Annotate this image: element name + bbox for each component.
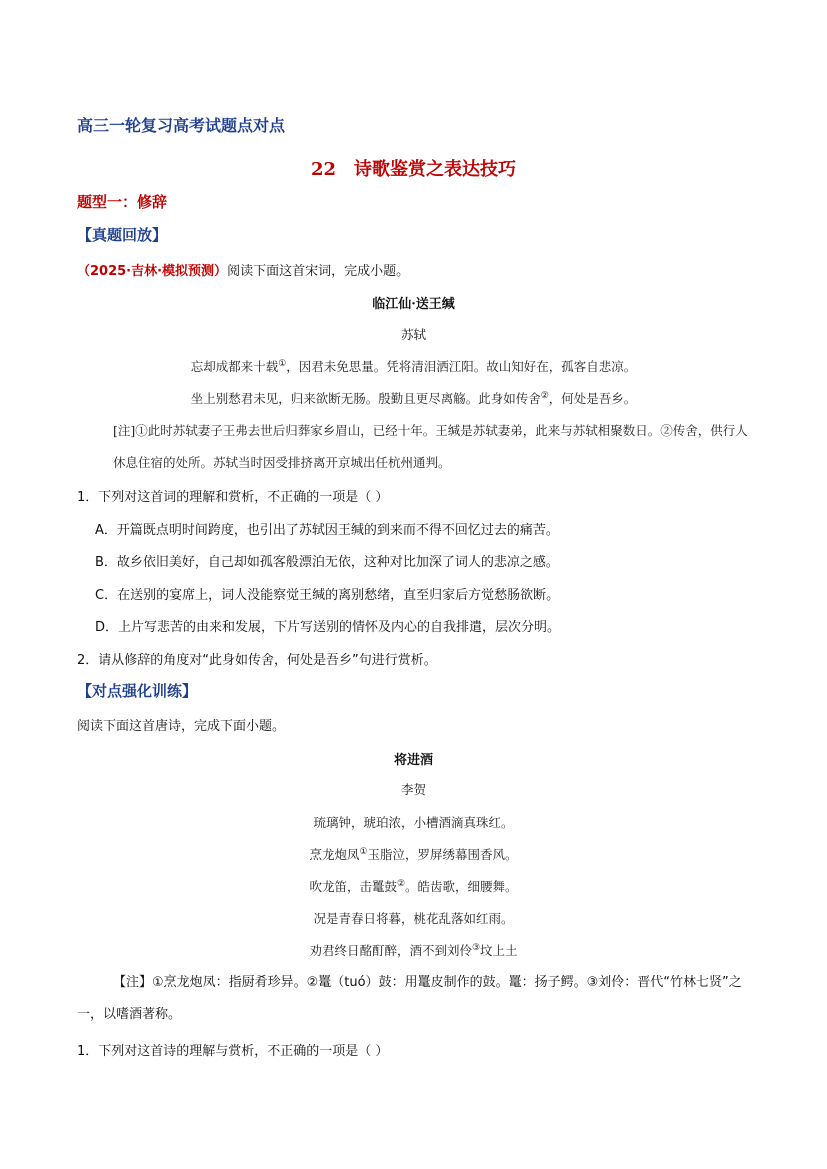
option-c: C．在送别的宴席上，词人没能察觉王缄的离别愁绪，直至归家后方觉愁肠欲断。: [95, 588, 560, 603]
exam-source: （2025·吉林·模拟预测）: [77, 264, 228, 279]
poem-annotation: [注]①此时苏轼妻子王弗去世后归葬家乡眉山，已经十年。王缄是苏轼妻弟，此来与苏轼相聚数日。②传舍，供行人休息住宿的处所。苏轼当时因受排挤离开京城出任杭州通判。: [113, 423, 748, 470]
footnote-marker: ①: [359, 846, 368, 857]
real-exam-section-label: 【真题回放】: [77, 226, 168, 244]
poem-line: 吹龙笛，击鼍鼓②。皓齿歌，细腰舞。: [309, 878, 518, 894]
footnote-marker: ②: [396, 878, 406, 889]
chapter-title: 诗歌鉴赏之表达技巧: [354, 159, 517, 180]
poem-title: 将进酒: [393, 753, 433, 768]
poem-line: 况是青春日将暮，桃花乱落如红雨。: [313, 911, 514, 926]
poem-line: 烹龙炮凤①玉脂泣，罗屏绣幕围香风。: [309, 846, 518, 862]
option-b: B．故乡依旧美好，自己却如孤客般漂泊无依，这种对比加深了词人的悲凉之感。: [95, 555, 559, 570]
poem-author: 苏轼: [400, 327, 426, 342]
training-question-1-stem: 1．下列对这首诗的理解与赏析，不正确的一项是（ ）: [77, 1044, 389, 1059]
poem-line: 坐上别愁君未见，归来欲断无肠。殷勤且更尽离觞。此身如传舍②，何处是吾乡。: [190, 390, 637, 406]
question-1-stem: 1．下列对这首词的理解和赏析，不正确的一项是（ ）: [77, 490, 389, 505]
series-title: 高三一轮复习高考试题点对点: [77, 116, 286, 135]
poem-line: 忘却成都来十载①，因君未免思量。凭将清泪洒江阳。故山知好在，孤客自悲凉。: [190, 358, 637, 374]
question-type-heading: 题型一：修辞: [77, 193, 168, 211]
chapter-heading: [0, 155, 827, 181]
poem-line: 琉璃钟，琥珀浓，小槽酒滴真珠红。: [313, 815, 514, 830]
training-instruction: 阅读下面这首唐诗，完成下面小题。: [77, 719, 286, 734]
footnote-marker: ①: [278, 358, 287, 369]
option-d: D．上片写悲苦的由来和发展，下片写送别的情怀及内心的自我排遣，层次分明。: [95, 620, 561, 635]
footnote-marker: ③: [471, 942, 481, 953]
instruction-text: 阅读下面这首宋词，完成小题。: [227, 264, 410, 279]
poem-author: 李贺: [400, 782, 426, 797]
chapter-number: 22: [310, 159, 337, 180]
training-section-label: 【对点强化训练】: [77, 682, 198, 700]
footnote-marker: ②: [540, 390, 549, 401]
poem-annotation: 【注】①烹龙炮凤：指厨肴珍异。②鼍（tuó）鼓：用鼍皮制作的鼓。鼍：扬子鳄。③刘伶：晋代“竹林七贤”之一，以嗜酒著称。: [77, 975, 742, 1022]
question-2-stem: 2．请从修辞的角度对“此身如传舍，何处是吾乡”句进行赏析。: [77, 653, 437, 668]
exam-instruction: [77, 260, 409, 279]
option-a: A．开篇既点明时间跨度，也引出了苏轼因王缄的到来而不得不回忆过去的痛苦。: [95, 523, 559, 538]
poem-title: 临江仙·送王缄: [372, 297, 455, 312]
poem-line: 劝君终日酩酊醉，酒不到刘伶③坟上土: [309, 942, 518, 958]
